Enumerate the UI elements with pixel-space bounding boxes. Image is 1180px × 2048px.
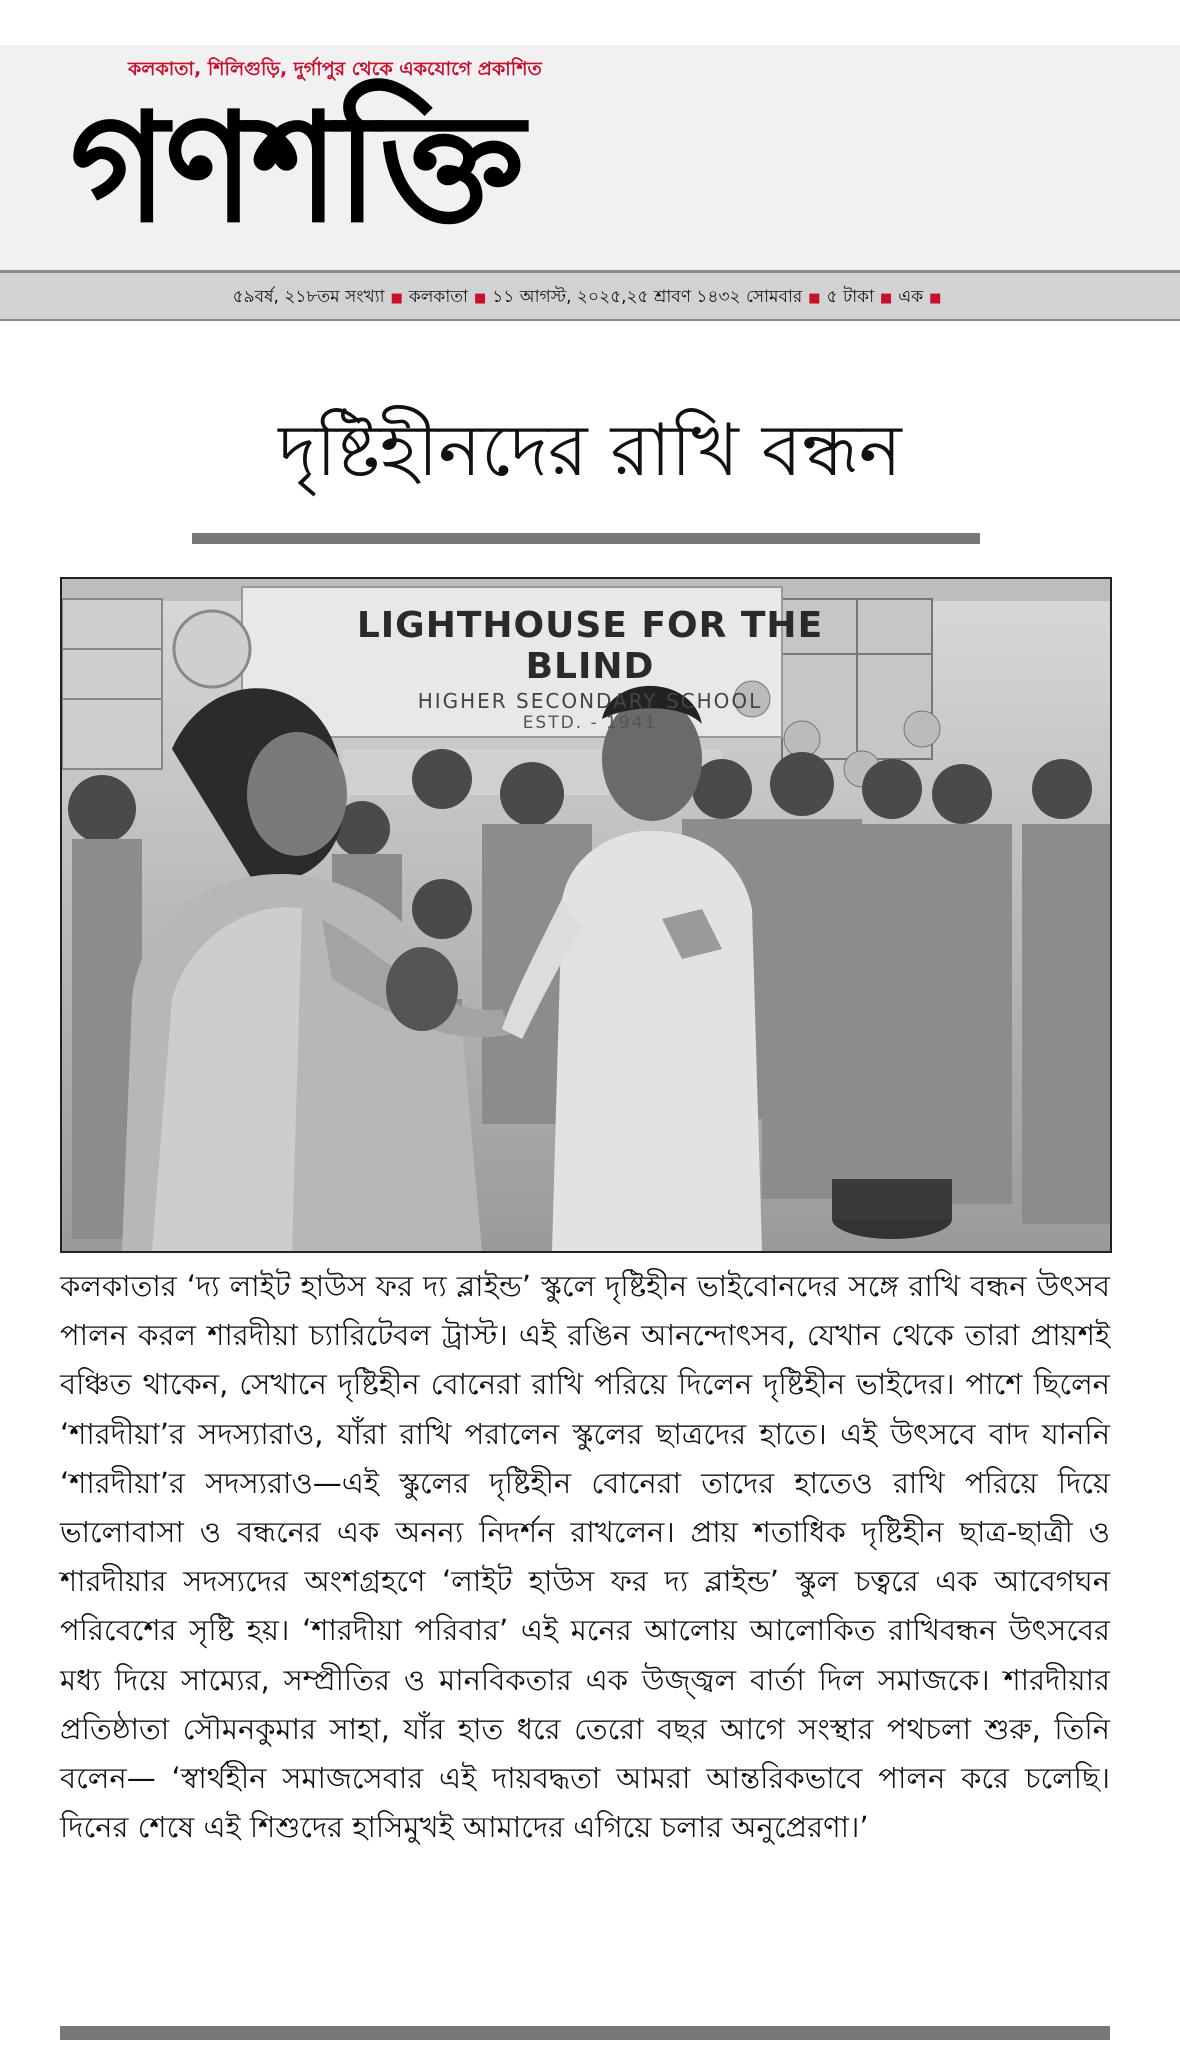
separator-square-icon: ■ [808, 291, 821, 306]
dateline-date: ১১ আগস্ট, ২০২৫,২৫ শ্রাবণ ১৪৩২ সোমবার [492, 287, 803, 307]
article-headline: দৃষ্টিহীনদের রাখি বন্ধন [278, 408, 902, 492]
dateline-bar [0, 270, 1180, 321]
newspaper-name: গণশক্তি [70, 80, 521, 256]
headline-rule [192, 533, 980, 544]
article-body: কলকাতার ‘দ্য লাইট হাউস ফর দ্য ব্লাইন্ড’ স্কুলে দৃষ্টিহীন ভাইবোনদের সঙ্গে রাখি বন্ধন উৎসব পালন করল শারদীয়া চ্যারিটেবল ট্রাস্ট। এই রঙিন আনন্দোৎসব, যেখান থেকে তারা প্রায়শই বঞ্চিত থাকেন, সেখানে দৃষ্টিহীন বোনেরা রাখি পরিয়ে দিলেন দৃষ্টিহীন ভাইদের। পাশে ছিলেন ‘শারদীয়া’র সদস্যারাও, যাঁরা রাখি পরালেন স্কুলের ছাত্রদের হাতে। এই উৎসবে বাদ যাননি ‘শারদীয়া’র সদস্যরাও—এই স্কুলের দৃষ্টিহীন বোনেরা তাদের হাতেও রাখি পরিয়ে দিয়ে ভালোবাসা ও বন্ধনের এক অনন্য নিদর্শন রাখলেন। প্রায় শতাধিক দৃষ্টিহীন ছাত্র-ছাত্রী ও শারদীয়ার সদস্যদের অংশগ্রহণে ‘লাইট হাউস ফর দ্য ব্লাইন্ড’ স্কুল চত্বরে এক আবেগঘন পরিবেশের সৃষ্টি হয়। ‘শারদীয়া পরিবার’ এই মনের আলোয় আলোকিত রাখিবন্ধন উৎসবের মধ্য দিয়ে সাম্যের, সম্প্রীতির ও মানবিকতার এক উজ্জ্বল বার্তা দিল সমাজকে। শারদীয়ার প্রতিষ্ঠাতা সৌমনকুমার সাহা, যাঁর হাত ধরে তেরো বছর আগে সংস্থার পথচলা শুরু, তিনি বলেন— ‘স্বার্থহীন সমাজসেবার এই দায়বদ্ধতা আমরা আন্তরিকভাবে পালন করে চলেছি। দিনের শেষে এই শিশুদের হাসিমুখই আমাদের এগিয়ে চলার অনুপ্রেরণা।’ [60, 1269, 1110, 1845]
article-photo [60, 577, 1112, 1253]
dateline [0, 284, 1180, 312]
separator-square-icon: ■ [880, 291, 893, 306]
school-sign [300, 605, 880, 733]
dateline-section: এক [898, 287, 924, 307]
sign-title: LIGHTHOUSE FOR THE BLIND [356, 605, 824, 687]
masthead-tagline: কলকাতা, শিলিগুড়ি, দুর্গাপুর থেকে একযোগে প্রকাশিত [128, 58, 542, 80]
separator-square-icon: ■ [929, 291, 942, 306]
separator-square-icon: ■ [390, 291, 403, 306]
separator-square-icon: ■ [473, 291, 487, 306]
dateline-city: কলকাতা [408, 287, 468, 307]
sign-subtitle: HIGHER SECONDARY SCHOOL [417, 689, 763, 713]
sign-established: ESTD. - 1941 [522, 713, 658, 733]
article-bottom-rule [60, 2026, 1110, 2040]
dateline-issue: ৫৯বর্ষ, ২১৮তম সংখ্যা [232, 287, 385, 307]
dateline-price: ৫ টাকা [826, 287, 874, 307]
